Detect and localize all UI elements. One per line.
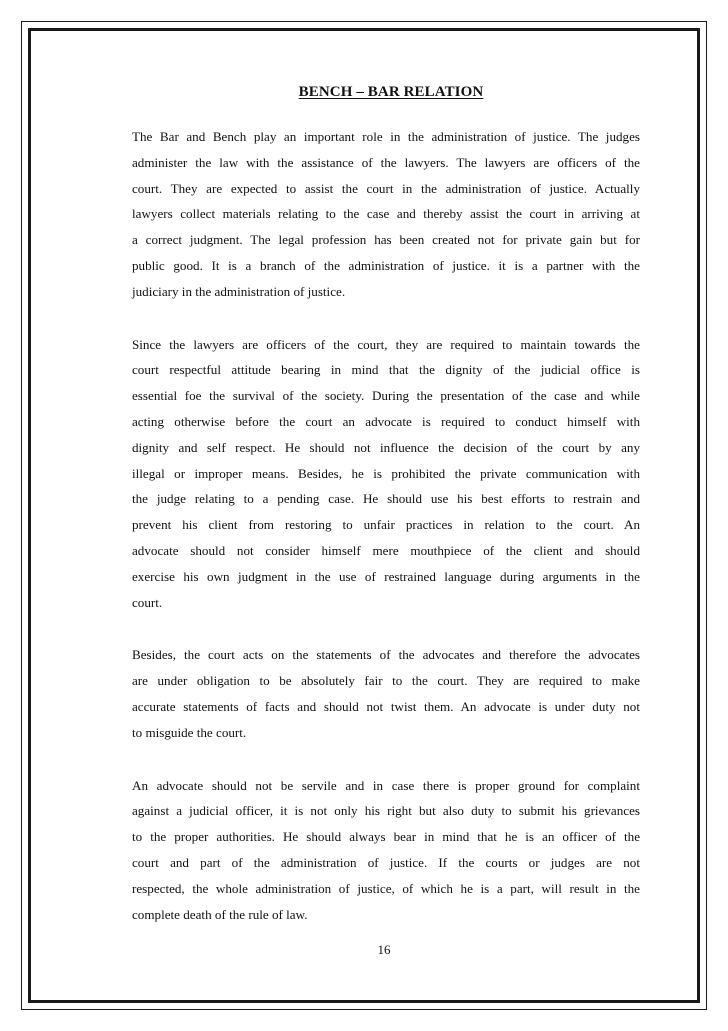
text-line: An advocate should not be servile and in case there is proper ground for complaint [132,777,640,793]
text-line: exercise his own judgment in the use of restrained language during arguments in the [132,568,640,584]
text-line: acting otherwise before the court an advocate is required to conduct himself with [132,413,640,429]
text-line: Besides, the court acts on the statements of the advocates and therefore the advocates [132,647,640,663]
text-line: complete death of the rule of law. [132,906,308,922]
document-title: BENCH – BAR RELATION [298,84,484,100]
text-line: court. They are expected to assist the court in the administration of justice. Actually [132,180,640,196]
document-body [132,84,640,954]
text-line: accurate statements of facts and should not twist them. An advocate is under duty not [132,698,640,714]
text-line: the judge relating to a pending case. He should use his best efforts to restrain and [132,491,640,507]
text-line: court and part of the administration of justice. If the courts or judges are not [132,854,640,870]
text-line: to the proper authorities. He should always bear in mind that he is an officer of the [132,829,640,845]
text-line: advocate should not consider himself mere mouthpiece of the client and should [132,542,640,558]
text-line: illegal or improper means. Besides, he is prohibited the private communication with [132,465,640,481]
paragraph-officers-of-court [132,332,640,616]
paragraph-fair-to-court [132,642,640,745]
text-line: are under obligation to be absolutely fair to the court. They are required to make [132,673,640,689]
text-line: to misguide the court. [132,724,247,740]
text-line: Since the lawyers are officers of the court, they are required to maintain towards the [132,336,640,352]
text-line: public good. It is a branch of the administration of justice. it is a partner with the [132,257,640,273]
page-number: 16 [377,942,391,957]
text-line: prevent his client from restoring to unfair practices in relation to the court. An [132,517,640,533]
text-line: a correct judgment. The legal profession has been created not for private gain but for [132,232,640,248]
text-line: administer the law with the assistance of the lawyers. The lawyers are officers of the [132,154,640,170]
text-line: dignity and self respect. He should not influence the decision of the court by any [132,439,640,455]
text-line: The Bar and Bench play an important role in the administration of justice. The judges [132,129,640,144]
text-line: respected, the whole administration of justice, of which he is a part, will result in the [132,880,640,896]
paragraph-not-servile [132,773,640,928]
text-line: against a judicial officer, it is not only his right but also duty to submit his grievances [132,803,640,819]
paragraph-bar-bench-role [132,124,640,305]
text-line: court. [132,594,163,610]
text-line: judiciary in the administration of justice. [132,283,346,299]
text-line: lawyers collect materials relating to the case and thereby assist the court in arriving at [132,206,640,222]
text-line: court respectful attitude bearing in mind that the dignity of the judicial office is [132,362,640,378]
text-line: essential foe the survival of the society. During the presentation of the case and while [132,388,640,404]
